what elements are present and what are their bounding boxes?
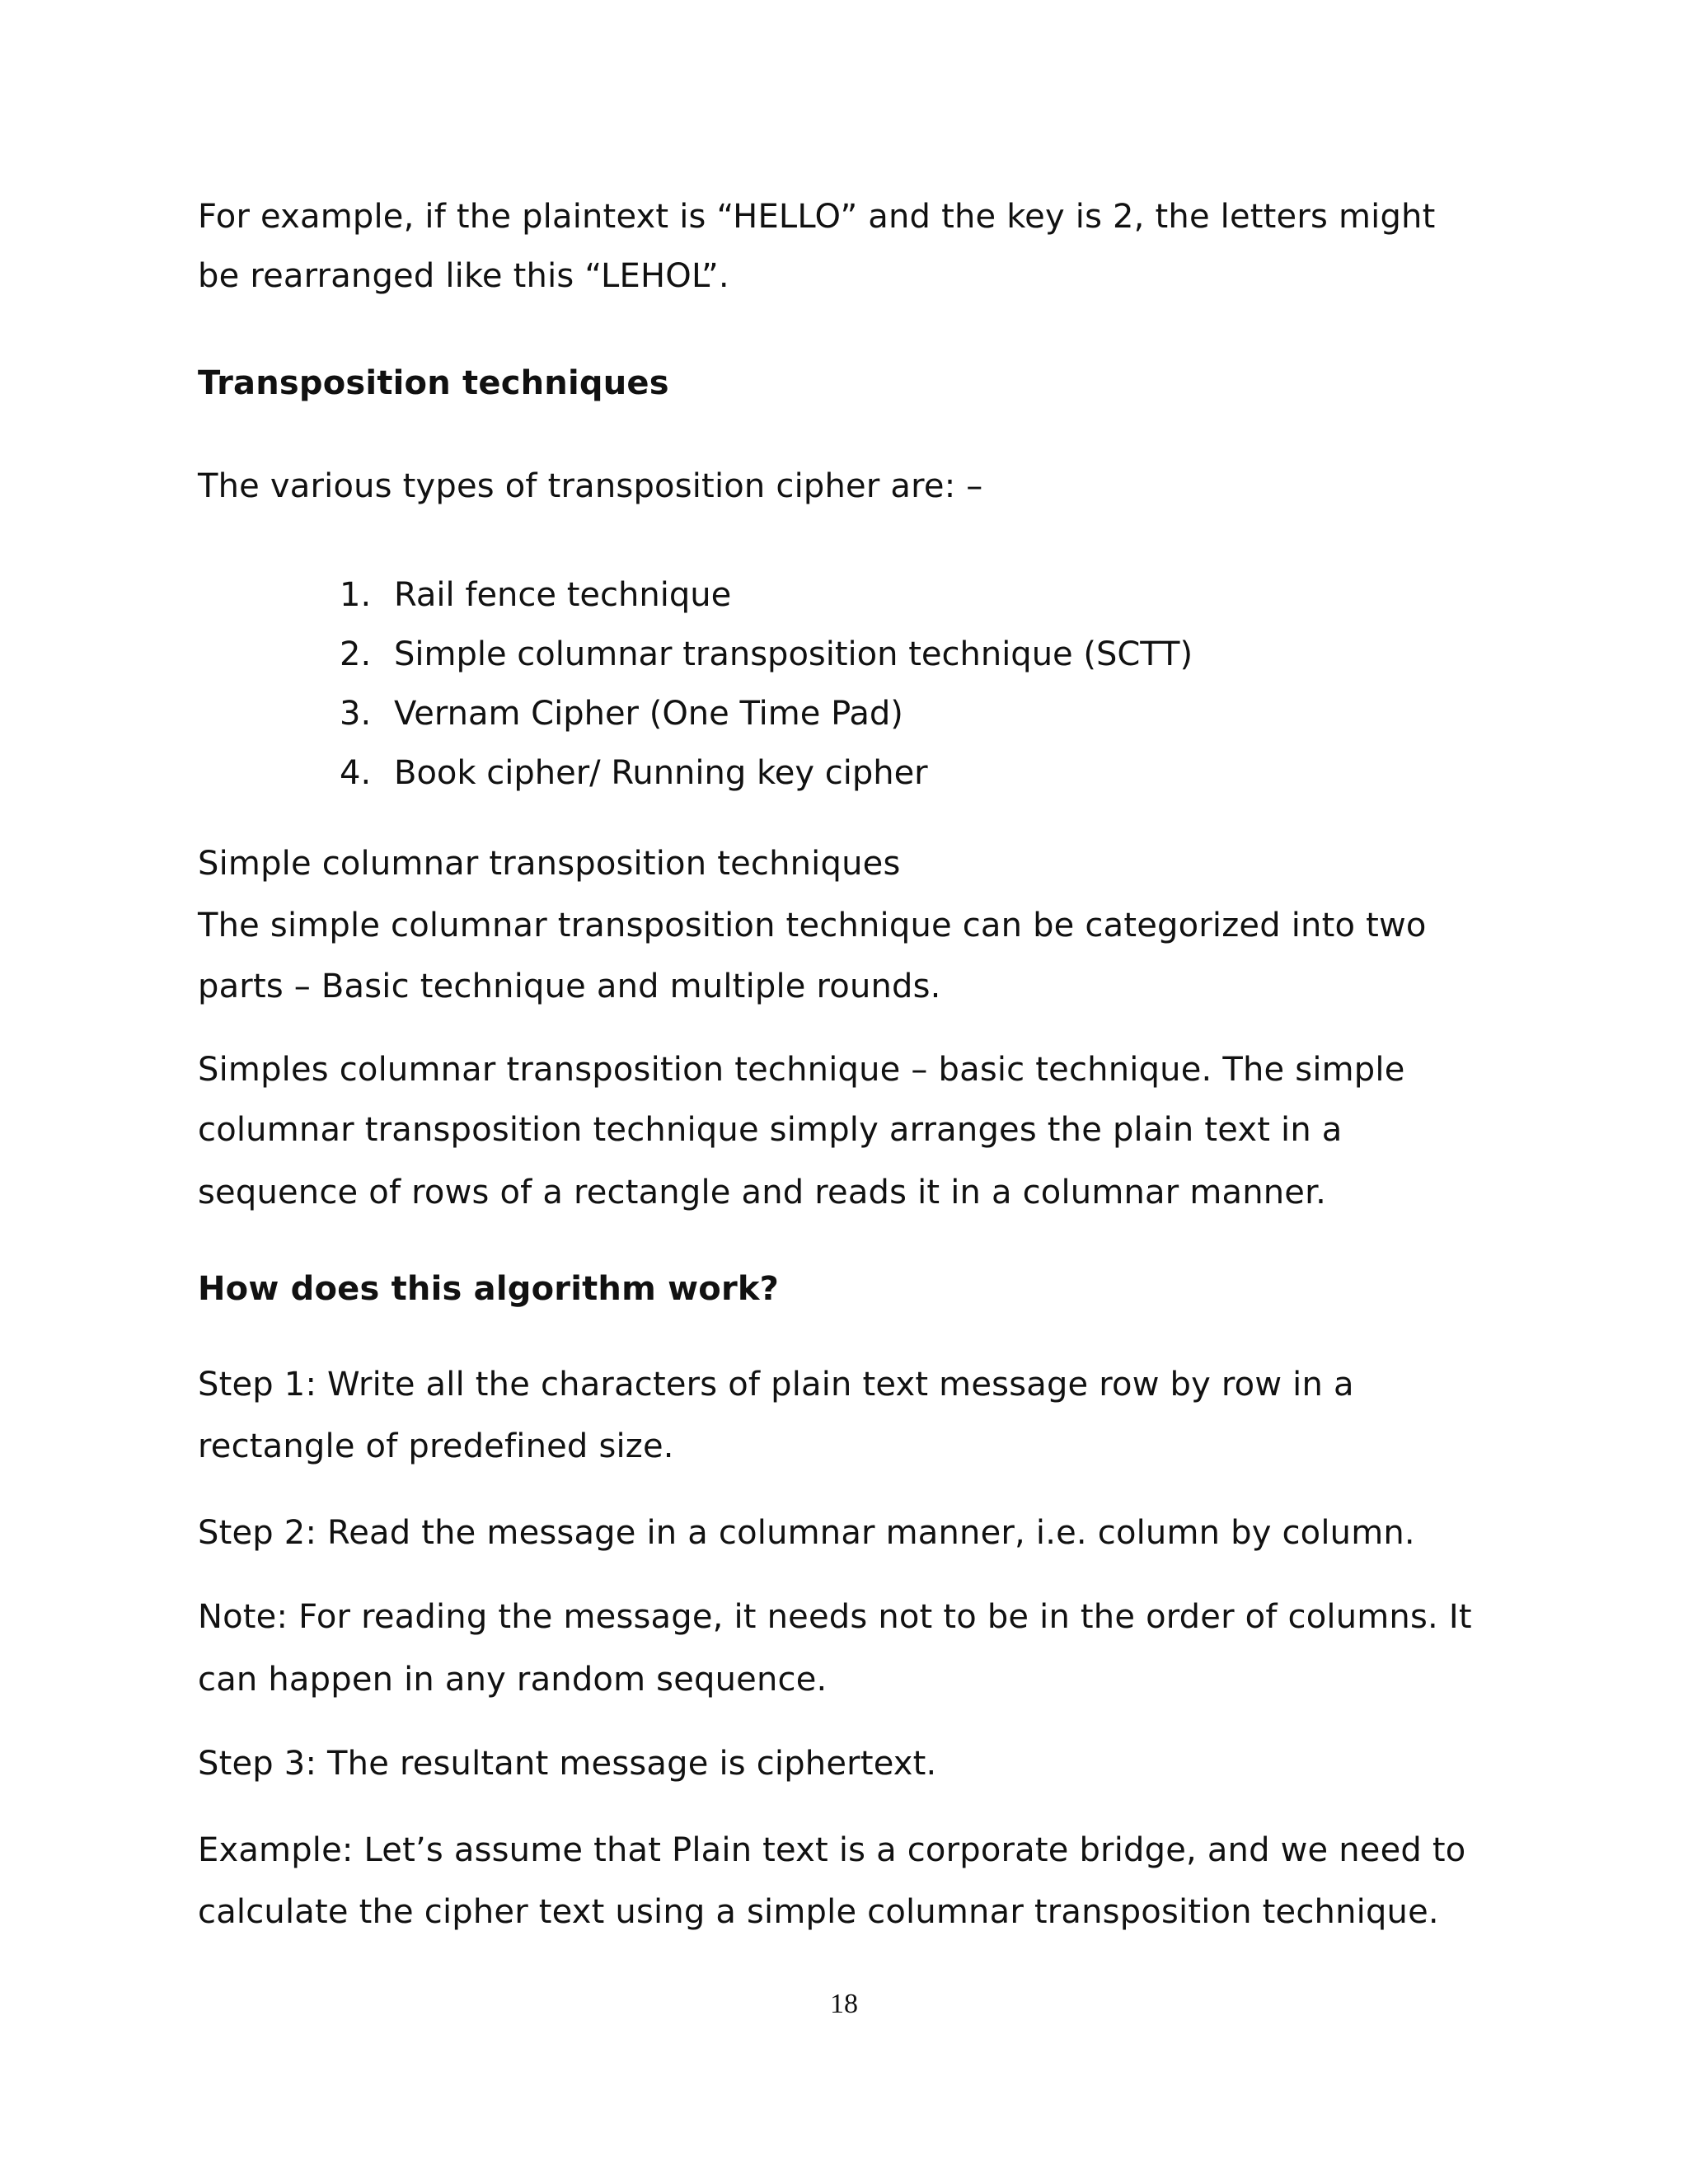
basic-paragraph-line-2: columnar transposition technique simply arranges the plain text in a — [198, 1111, 1343, 1149]
list-item — [340, 693, 903, 734]
list-item-text: Simple columnar transposition technique (SCTT) — [394, 635, 1193, 673]
list-item-text: Book cipher/ Running key cipher — [394, 754, 928, 792]
list-item — [340, 574, 731, 616]
list-item-text: Vernam Cipher (One Time Pad) — [394, 695, 903, 733]
example-line-2: calculate the cipher text using a simple columnar transposition technique. — [198, 1893, 1439, 1931]
step-2: Step 2: Read the message in a columnar manner, i.e. column by column. — [198, 1514, 1415, 1552]
types-intro: The various types of transposition cipher are: – — [198, 467, 983, 505]
list-item-number: 1. — [340, 576, 372, 614]
heading-transposition-techniques: Transposition techniques — [198, 364, 669, 402]
sctt-paragraph-line-2: parts – Basic technique and multiple rounds. — [198, 968, 941, 1005]
step-3: Step 3: The resultant message is ciphertext. — [198, 1745, 937, 1783]
list-item — [340, 634, 1193, 675]
list-item-number: 4. — [340, 754, 372, 792]
intro-line-1: For example, if the plaintext is “HELLO” and the key is 2, the letters might — [198, 198, 1436, 236]
sctt-title: Simple columnar transposition techniques — [198, 845, 901, 883]
sctt-paragraph-line-1: The simple columnar transposition technique can be categorized into two — [198, 907, 1427, 944]
example-line-1: Example: Let’s assume that Plain text is a corporate bridge, and we need to — [198, 1831, 1466, 1869]
basic-paragraph-line-1: Simples columnar transposition technique – basic technique. The simple — [198, 1051, 1405, 1089]
intro-line-2: be rearranged like this “LEHOL”. — [198, 257, 729, 295]
list-item — [340, 752, 928, 794]
list-item-number: 3. — [340, 695, 372, 733]
note-line-1: Note: For reading the message, it needs not to be in the order of columns. It — [198, 1598, 1472, 1636]
list-item-number: 2. — [340, 635, 372, 673]
step-1-line-2: rectangle of predefined size. — [198, 1427, 674, 1465]
page-number: 18 — [830, 1989, 858, 2019]
heading-algorithm: How does this algorithm work? — [198, 1270, 780, 1308]
step-1-line-1: Step 1: Write all the characters of plain text message row by row in a — [198, 1366, 1354, 1404]
note-line-2: can happen in any random sequence. — [198, 1661, 828, 1699]
list-item-text: Rail fence technique — [394, 576, 732, 614]
basic-paragraph-line-3: sequence of rows of a rectangle and reads it in a columnar manner. — [198, 1174, 1327, 1212]
